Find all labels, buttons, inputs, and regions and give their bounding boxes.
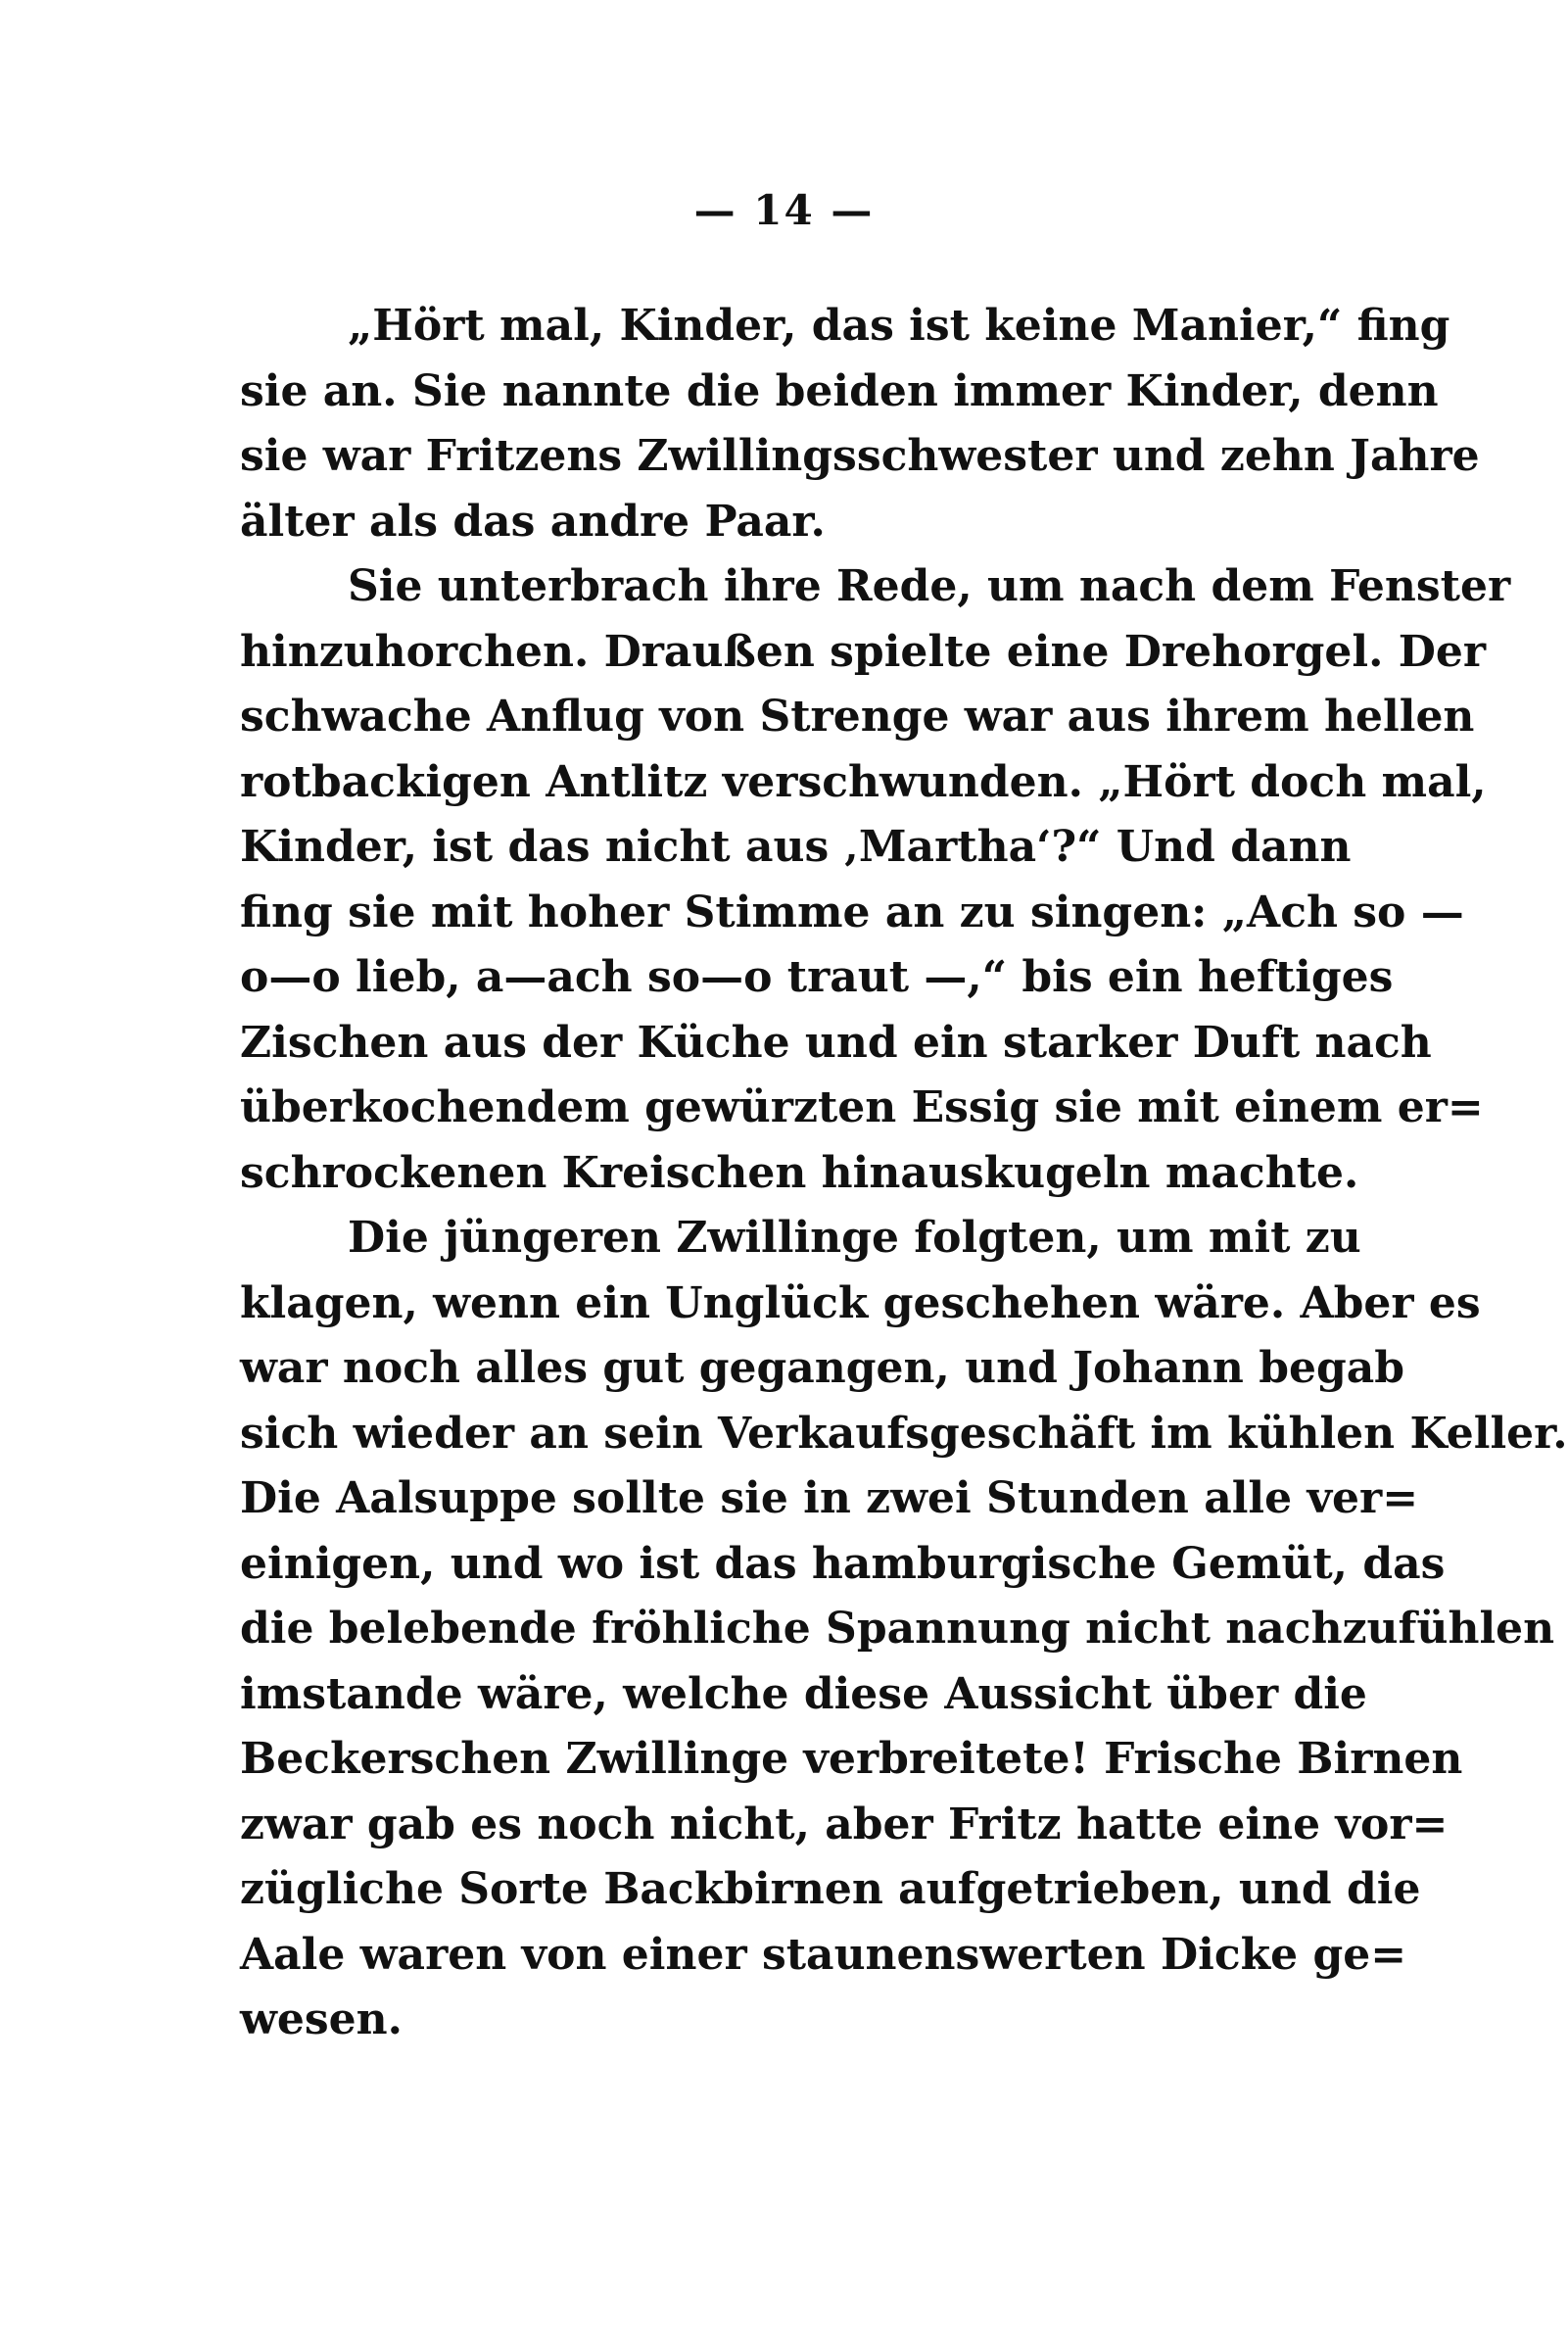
page-number: — 14 — (693, 186, 875, 234)
text-line: einigen, und wo ist das hamburgische Gemüt, das (240, 1538, 1446, 1589)
text-line: Beckerschen Zwillinge verbreitete! Frische Birnen (240, 1734, 1463, 1784)
text-line: sie war Fritzens Zwillingsschwester und zehn Jahre (240, 431, 1480, 481)
text-line: schrockenen Kreischen hinauskugeln machte. (240, 1147, 1359, 1198)
paragraph (240, 294, 1480, 554)
body-text (240, 294, 1568, 2053)
text-line: o—o lieb, a—ach so—o traut —,“ bis ein heftiges (240, 952, 1394, 1002)
text-line: wesen. (240, 1994, 403, 2044)
text-line: hinzuhorchen. Draußen spielte eine Drehorgel. Der (240, 626, 1487, 677)
text-line: schwache Anflug von Strenge war aus ihrem hellen (240, 692, 1475, 742)
text-line: sich wieder an sein Verkaufsgeschäft im kühlen Keller. (240, 1408, 1568, 1459)
text-line: fing sie mit hoher Stimme an zu singen: „Ach so — (240, 887, 1464, 937)
text-line: sie an. Sie nannte die beiden immer Kinder, denn (240, 365, 1439, 416)
text-line: war noch alles gut gegangen, und Johann begab (240, 1343, 1404, 1393)
text-line: rotbackigen Antlitz verschwunden. „Hört doch mal, (240, 756, 1487, 807)
text-line: Die jüngeren Zwillinge folgten, um mit zu (348, 1213, 1361, 1263)
text-line: Aale waren von einer staunenswerten Dicke ge= (240, 1929, 1407, 1980)
text-line: „Hört mal, Kinder, das ist keine Manier,“ fing (348, 301, 1450, 351)
paragraph (240, 1206, 1568, 2053)
text-line: Sie unterbrach ihre Rede, um nach dem Fenster (348, 561, 1511, 611)
text-line: Die Aalsuppe sollte sie in zwei Stunden alle ver= (240, 1473, 1419, 1523)
text-line: imstande wäre, welche diese Aussicht über die (240, 1668, 1367, 1719)
text-line: zügliche Sorte Backbirnen aufgetrieben, und die (240, 1864, 1421, 1914)
text-line: die belebende fröhliche Spannung nicht nachzufühlen (240, 1604, 1555, 1654)
text-line: überkochendem gewürzten Essig sie mit einem er= (240, 1082, 1484, 1132)
text-line: Zischen aus der Küche und ein starker Duft nach (240, 1017, 1432, 1068)
text-line: älter als das andre Paar. (240, 496, 826, 547)
text-line: Kinder, ist das nicht aus ‚Martha‘?“ Und dann (240, 822, 1352, 872)
text-line: klagen, wenn ein Unglück geschehen wäre. Aber es (240, 1277, 1481, 1328)
paragraph (240, 554, 1511, 1206)
text-line: zwar gab es noch nicht, aber Fritz hatte eine vor= (240, 1799, 1449, 1849)
